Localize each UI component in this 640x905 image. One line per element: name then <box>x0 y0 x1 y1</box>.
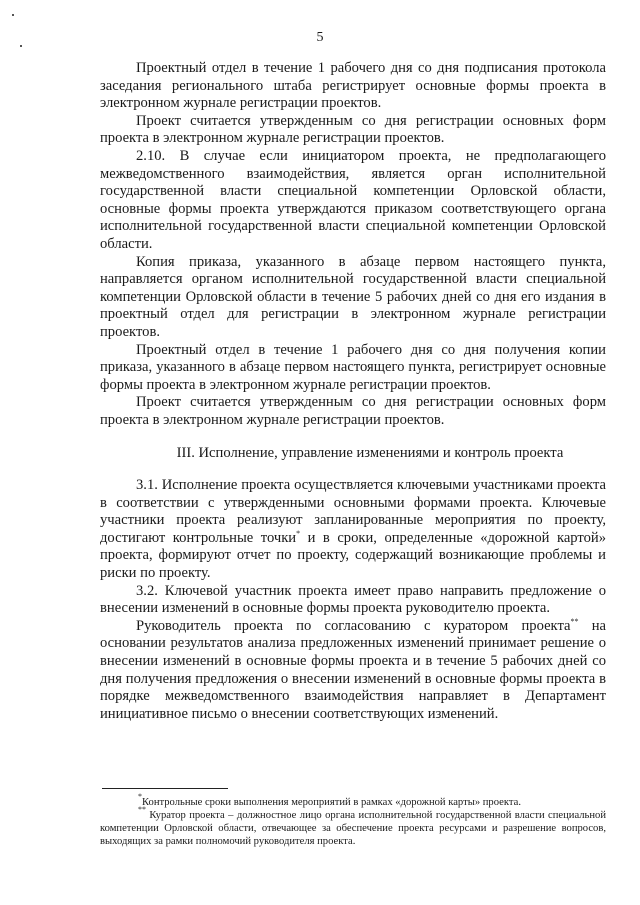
footnote-mark: ** <box>138 805 146 814</box>
section-heading: III. Исполнение, управление изменениями и контроль проекта <box>176 445 564 462</box>
paragraph-text: и в сроки, определенные «дорожной картой» проекта, формируют отчет по проекту, содержащий возникающие проблемы и риски по проекту. <box>100 529 606 582</box>
footnote <box>100 805 606 848</box>
paragraph: Проект считается утвержденным со дня регистрации основных форм проекта в электронном журнале регистрации проектов. <box>100 112 606 147</box>
paragraph-3-1 <box>100 477 606 583</box>
paragraph-text: на основании результатов анализа предложенных изменений принимает решение о внесении изменений в основные формы проекта и в течение 5 рабочих дней со дня получения предложения о внесении изменений в основные формы проекта в порядке межведомственного взаимодействия направляет в Департамент инициативное письмо о внесении соответствующих изменений. <box>100 617 607 722</box>
paragraph: Проектный отдел в течение 1 рабочего дня со дня получения копии приказа, указанного в абзаце первом настоящего пункта, регистрирует основные формы проекта в электронном журнале регистрации проектов. <box>100 341 606 393</box>
footnote-text: Контрольные сроки выполнения мероприятий в рамках «дорожной карты» проекта. <box>142 797 521 808</box>
paragraph-3-2: 3.2. Ключевой участник проекта имеет право направить предложение о внесении изменений в основные формы проекта руководителю проекта. <box>100 582 606 617</box>
page-number: 5 <box>316 30 324 45</box>
footnote-text: Куратор проекта – должностное лицо органа исполнительной государственной власти специальной компетенции Орловской области, отвечающее за обеспечение проекта ресурсами и разрешение вопросов, выходящих за рамки полномочий руководителя проекта. <box>100 810 606 847</box>
paragraph-text: 3.1. Исполнение проекта осуществляется ключевыми участниками проекта в соответствии с утвержденными основными формами проекта. Ключевые участники проекта реализуют запланированные мероприятия по проекту, достигают контрольные точки <box>100 477 606 546</box>
footnote <box>100 792 606 809</box>
paragraph: Проект считается утвержденным со дня регистрации основных форм проекта в электронном журнале регистрации проектов. <box>100 394 606 428</box>
footnote-separator <box>102 788 228 789</box>
paragraph-3-2-cont <box>100 618 606 724</box>
paragraph: Копия приказа, указанного в абзаце первом настоящего пункта, направляется органом исполнительной государственной власти специальной компетенции Орловской области в течение 5 рабочих дней со дня его издания в проектный отдел для регистрации в электронном журнале регистрации проектов. <box>100 253 606 340</box>
paragraph: Проектный отдел в течение 1 рабочего дня со дня подписания протокола заседания регионального штаба регистрирует основные формы проекта в электронном журнале регистрации проектов. <box>100 60 606 112</box>
document-body <box>100 60 606 723</box>
footnotes <box>100 792 606 848</box>
scan-speck <box>12 14 14 16</box>
footnote-mark: ** <box>570 616 579 626</box>
paragraph-text: Руководитель проекта по согласованию с куратором проекта <box>136 617 571 634</box>
footnote-mark: * <box>296 528 301 538</box>
footnote-mark: * <box>138 792 142 801</box>
paragraph: 2.10. В случае если инициатором проекта, не предполагающего межведомственного взаимодействия, является орган исполнительной государственной власти специальной компетенции Орловской области, основные формы проекта утверждаются приказом соответствующего органа исполнительной государственной власти специальной компетенции Орловской области. <box>100 147 606 252</box>
